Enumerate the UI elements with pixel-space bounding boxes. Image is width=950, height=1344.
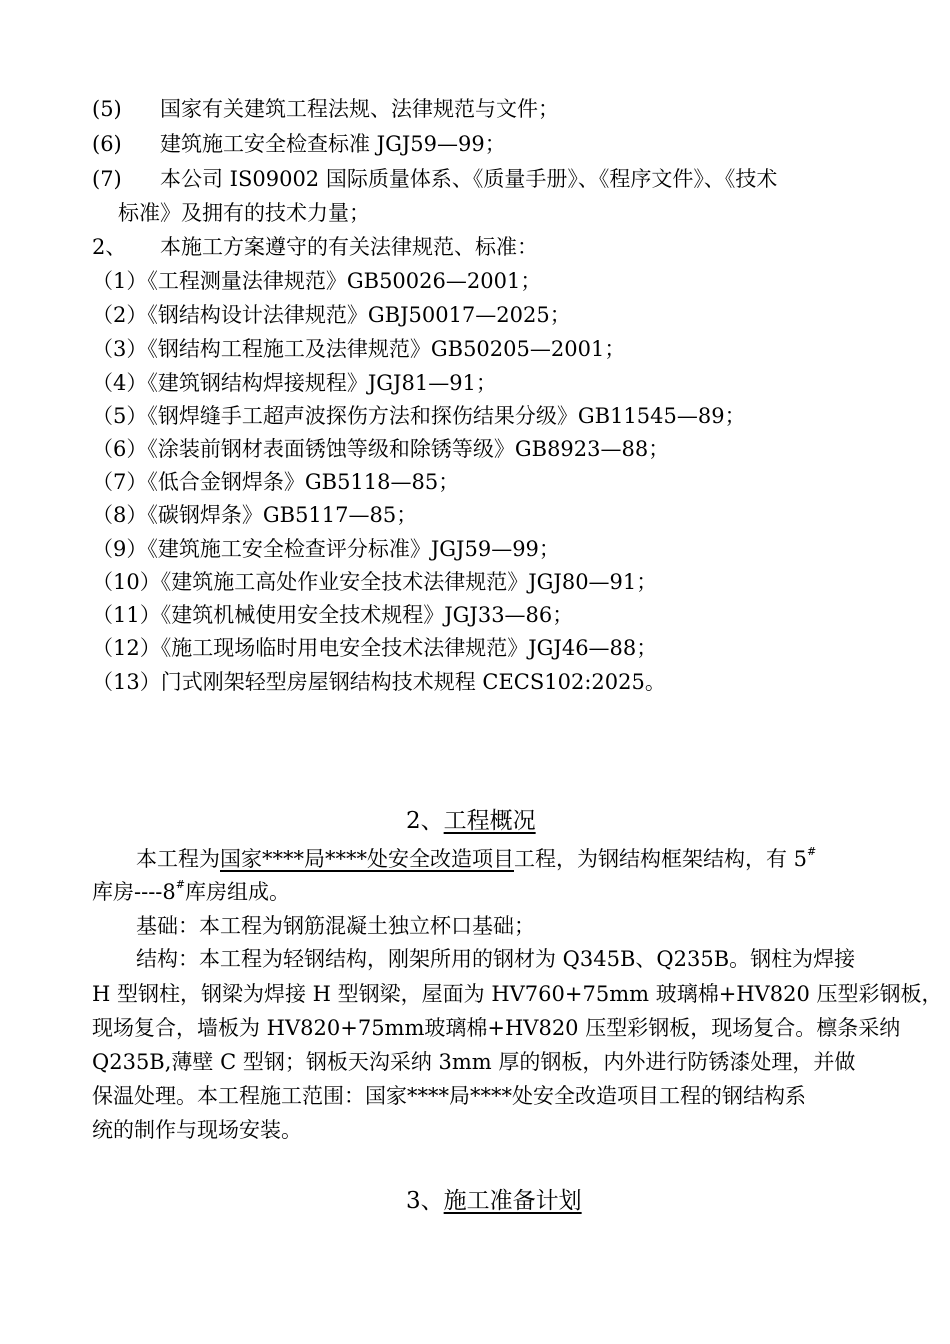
item-text: 国家有关建筑工程法规、法律规范与文件； — [160, 97, 559, 121]
item-number: (6) — [92, 132, 122, 156]
structure-text-line: Q235B,薄壁 C 型钢；钢板天沟采纳 3mm 厚的钢板，内外进行防锈漆处理，并做 — [92, 1050, 856, 1074]
standard-item: （6）《涂装前钢材表面锈蚀等级和除锈等级》GB8923—88； — [92, 437, 670, 461]
standard-item: （9）《建筑施工安全检查评分标准》JGJ59—99； — [92, 537, 560, 561]
structure-text-line: 现场复合，墙板为 HV820+75mm玻璃棉+HV820 压型彩钢板，现场复合。檩条采纳 — [92, 1016, 901, 1040]
standard-item: （7）《低合金钢焊条》GB5118—85； — [92, 470, 460, 494]
basis-item — [92, 166, 777, 192]
structure-text-line: 统的制作与现场安装。 — [92, 1118, 302, 1142]
structure-text-line: 结构：本工程为轻钢结构，刚架所用的钢材为 Q345B、Q235B。钢柱为焊接 — [136, 947, 856, 971]
standard-item: （4）《建筑钢结构焊接规程》JGJ81—91； — [92, 371, 497, 395]
text-run: 库房组成。 — [184, 880, 290, 904]
section-number: 2、 — [92, 235, 127, 259]
text-run: 本工程为 — [136, 847, 220, 871]
item-number: (5) — [92, 97, 122, 121]
superscript: # — [807, 845, 817, 858]
basis-item — [92, 131, 506, 157]
standard-item: （12）《施工现场临时用电安全技术法律规范》JGJ46—88； — [92, 636, 658, 660]
basis-item — [92, 96, 559, 122]
section-heading-preparation — [406, 1187, 582, 1215]
standard-item: （8）《碳钢焊条》GB5117—85； — [92, 503, 418, 527]
standard-item: （10）《建筑施工高处作业安全技术法律规范》JGJ80—91； — [92, 570, 658, 594]
heading-number: 2、 — [406, 808, 444, 834]
overview-paragraph-line — [136, 846, 816, 872]
superscript: # — [175, 878, 185, 891]
heading-number: 3、 — [406, 1188, 444, 1214]
standard-item: （5）《钢焊缝手工超声波探伤方法和探伤结果分级》GB11545—89； — [92, 404, 746, 428]
standard-item: （1）《工程测量法律规范》GB50026—2001； — [92, 269, 542, 293]
standard-item: （2）《钢结构设计法律规范》GBJ50017—2025； — [92, 303, 571, 327]
text-run: 工程，为钢结构框架结构，有 5 — [514, 847, 808, 871]
section-heading-overview — [406, 807, 536, 835]
standard-item: （13）门式刚架轻型房屋钢结构技术规程 CECS102:2025。 — [92, 670, 666, 694]
heading-text: 工程概况 — [443, 808, 536, 834]
item-text: 本公司 IS09002 国际质量体系、《质量手册》、《程序文件》、《技术 — [160, 167, 778, 191]
standards-intro — [92, 234, 538, 260]
structure-text-line: 保温处理。本工程施工范围：国家****局****处安全改造项目工程的钢结构系 — [92, 1084, 806, 1108]
standard-item: （3）《钢结构工程施工及法律规范》GB50205—2001； — [92, 337, 626, 361]
section-text: 本施工方案遵守的有关法律规范、标准： — [160, 235, 538, 259]
structure-text-line: H 型钢柱，钢梁为焊接 H 型钢梁，屋面为 HV760+75mm 玻璃棉+HV820 压型彩钢板， — [92, 982, 943, 1006]
item-text: 建筑施工安全检查标准 JGJ59—99； — [160, 132, 506, 156]
basis-item-continuation — [118, 200, 370, 226]
text-run: 库房----8 — [92, 880, 176, 904]
heading-text: 施工准备计划 — [443, 1188, 582, 1214]
standard-item: （11）《建筑机械使用安全技术规程》JGJ33—86； — [92, 603, 574, 627]
item-text: 标准》及拥有的技术力量； — [118, 201, 370, 225]
overview-paragraph-line — [92, 879, 290, 905]
project-name: 国家****局****处安全改造项目 — [220, 847, 514, 871]
item-number: (7) — [92, 167, 122, 191]
foundation-text: 基础：本工程为钢筋混凝土独立杯口基础； — [136, 914, 535, 938]
